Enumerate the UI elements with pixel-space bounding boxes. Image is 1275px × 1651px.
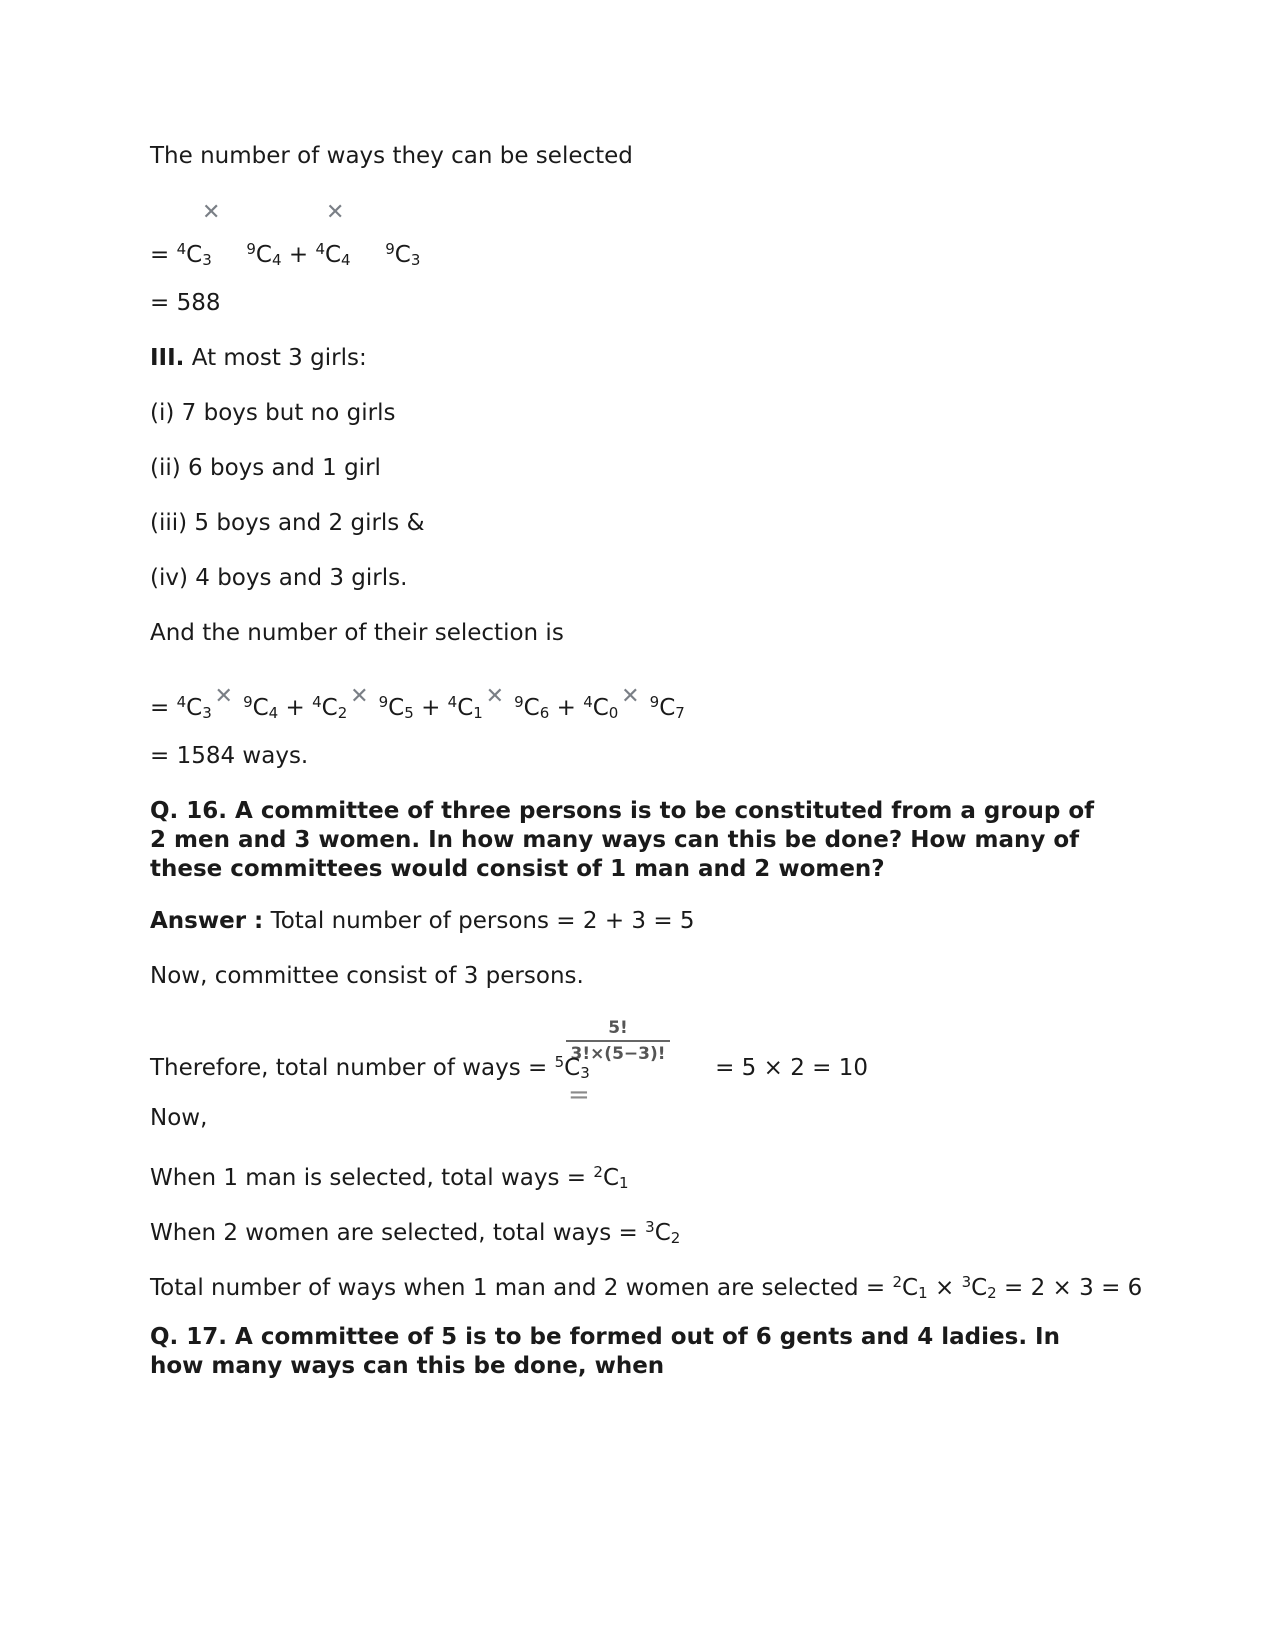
multiply-icon: ✕ — [214, 684, 233, 709]
subscript: 5 — [404, 704, 414, 722]
equals-sign: = — [150, 242, 170, 268]
combination-symbol: C — [255, 242, 272, 268]
list-item: (iii) 5 boys and 2 girls & — [150, 510, 425, 536]
subscript: 3 — [580, 1064, 590, 1082]
superscript: 4 — [447, 693, 458, 711]
answer-label: Answer : — [150, 908, 264, 934]
subscript: 2 — [670, 1229, 681, 1247]
combination-symbol: C — [457, 695, 474, 721]
combination-symbol: C — [659, 695, 676, 721]
superscript: 9 — [385, 240, 395, 258]
plus-sign: + — [421, 695, 441, 721]
subscript: 4 — [268, 704, 279, 722]
combination-symbol: C — [252, 695, 269, 721]
superscript: 4 — [176, 693, 187, 711]
text-line: And the number of their selection is — [150, 620, 564, 646]
equals-sign: = — [150, 695, 170, 721]
equation-line — [150, 1158, 629, 1198]
superscript: 4 — [312, 693, 322, 711]
question-17: Q. 17. A committee of 5 is to be formed out of 6 gents and 4 ladies. In how many ways can this be done, when — [150, 1324, 1060, 1379]
text-line: = 1584 ways. — [150, 743, 309, 769]
subscript: 2 — [987, 1284, 997, 1302]
subscript: 3 — [410, 251, 421, 269]
answer-text: Total number of persons = 2 + 3 = 5 — [263, 908, 695, 934]
subscript: 4 — [271, 251, 282, 269]
heading-numeral: III. — [150, 345, 185, 371]
fraction-numerator: 5! — [566, 1018, 670, 1042]
equation-line — [150, 1213, 680, 1253]
subscript: 3 — [202, 251, 212, 269]
equals-sign: = — [568, 1080, 590, 1110]
superscript: 4 — [315, 240, 325, 258]
list-item: (ii) 6 boys and 1 girl — [150, 455, 381, 481]
section-heading — [150, 344, 367, 373]
combination-symbol: C — [592, 695, 609, 721]
combination-symbol: C — [523, 695, 540, 721]
text-line: The number of ways they can be selected — [150, 143, 633, 169]
combination-symbol: C — [321, 695, 338, 721]
superscript: 9 — [378, 693, 389, 711]
subscript: 7 — [675, 704, 685, 722]
text-line: = 588 — [150, 290, 221, 316]
combination-symbol: C — [394, 242, 411, 268]
subscript: 0 — [608, 704, 619, 722]
heading-text: At most 3 girls: — [184, 345, 367, 371]
subscript: 2 — [337, 704, 348, 722]
fraction-denominator: 3!×(5−3)! — [570, 1044, 666, 1064]
multiply-icon: ✕ — [350, 684, 369, 709]
subscript: 1 — [918, 1284, 928, 1302]
equation-line — [150, 235, 420, 275]
superscript: 9 — [514, 693, 524, 711]
text-line: Now, — [150, 1105, 208, 1131]
superscript: 3 — [645, 1218, 655, 1236]
superscript: 5 — [554, 1053, 565, 1071]
superscript: 9 — [246, 240, 256, 258]
superscript: 4 — [583, 693, 593, 711]
multiply-icon: ✕ — [202, 200, 221, 225]
plus-sign: + — [556, 695, 576, 721]
text-line: Now, committee consist of 3 persons. — [150, 963, 584, 989]
subscript: 1 — [619, 1174, 629, 1192]
subscript: 1 — [473, 704, 483, 722]
superscript: 9 — [243, 693, 253, 711]
equation-line — [150, 1268, 1142, 1308]
equation-line — [150, 684, 685, 728]
list-item: (iv) 4 boys and 3 girls. — [150, 565, 408, 591]
text-prefix: Total number of ways when 1 man and 2 women are selected = — [150, 1275, 893, 1301]
times-sign: × — [934, 1275, 955, 1301]
combination-symbol: C — [902, 1275, 919, 1301]
subscript: 3 — [202, 704, 212, 722]
text-prefix: When 1 man is selected, total ways = — [150, 1165, 594, 1191]
combination-symbol: C — [186, 242, 203, 268]
subscript: 6 — [539, 704, 550, 722]
answer-line — [150, 907, 695, 936]
superscript: 2 — [892, 1273, 903, 1291]
combination-symbol: C — [564, 1055, 581, 1081]
combination-symbol: C — [186, 695, 203, 721]
multiply-icon: ✕ — [485, 684, 505, 709]
plus-sign: + — [288, 242, 309, 268]
superscript: 3 — [961, 1273, 972, 1291]
text-suffix: = 2 × 3 = 6 — [996, 1275, 1143, 1301]
equation-line — [150, 1048, 868, 1088]
superscript: 4 — [176, 240, 187, 258]
combination-symbol: C — [971, 1275, 988, 1301]
question-16: Q. 16. A committee of three persons is to be constituted from a group of 2 men and 3 women. In how many ways can this be done? How many of these committees would consist of 1 man and 2 women? — [150, 798, 1095, 882]
list-item: (i) 7 boys but no girls — [150, 400, 396, 426]
combination-symbol: C — [388, 695, 405, 721]
combination-symbol: C — [324, 242, 342, 268]
text-prefix: Therefore, total number of ways = — [150, 1055, 555, 1081]
superscript: 2 — [593, 1163, 603, 1181]
text-prefix: When 2 women are selected, total ways = — [150, 1220, 646, 1246]
multiply-icon: ✕ — [621, 684, 640, 709]
combination-symbol: C — [602, 1165, 619, 1191]
subscript: 4 — [341, 251, 351, 269]
superscript: 9 — [649, 693, 660, 711]
combination-symbol: C — [654, 1220, 671, 1246]
plus-sign: + — [285, 695, 305, 721]
multiply-icon: ✕ — [326, 200, 345, 225]
text-suffix: = 5 × 2 = 10 — [707, 1055, 868, 1081]
